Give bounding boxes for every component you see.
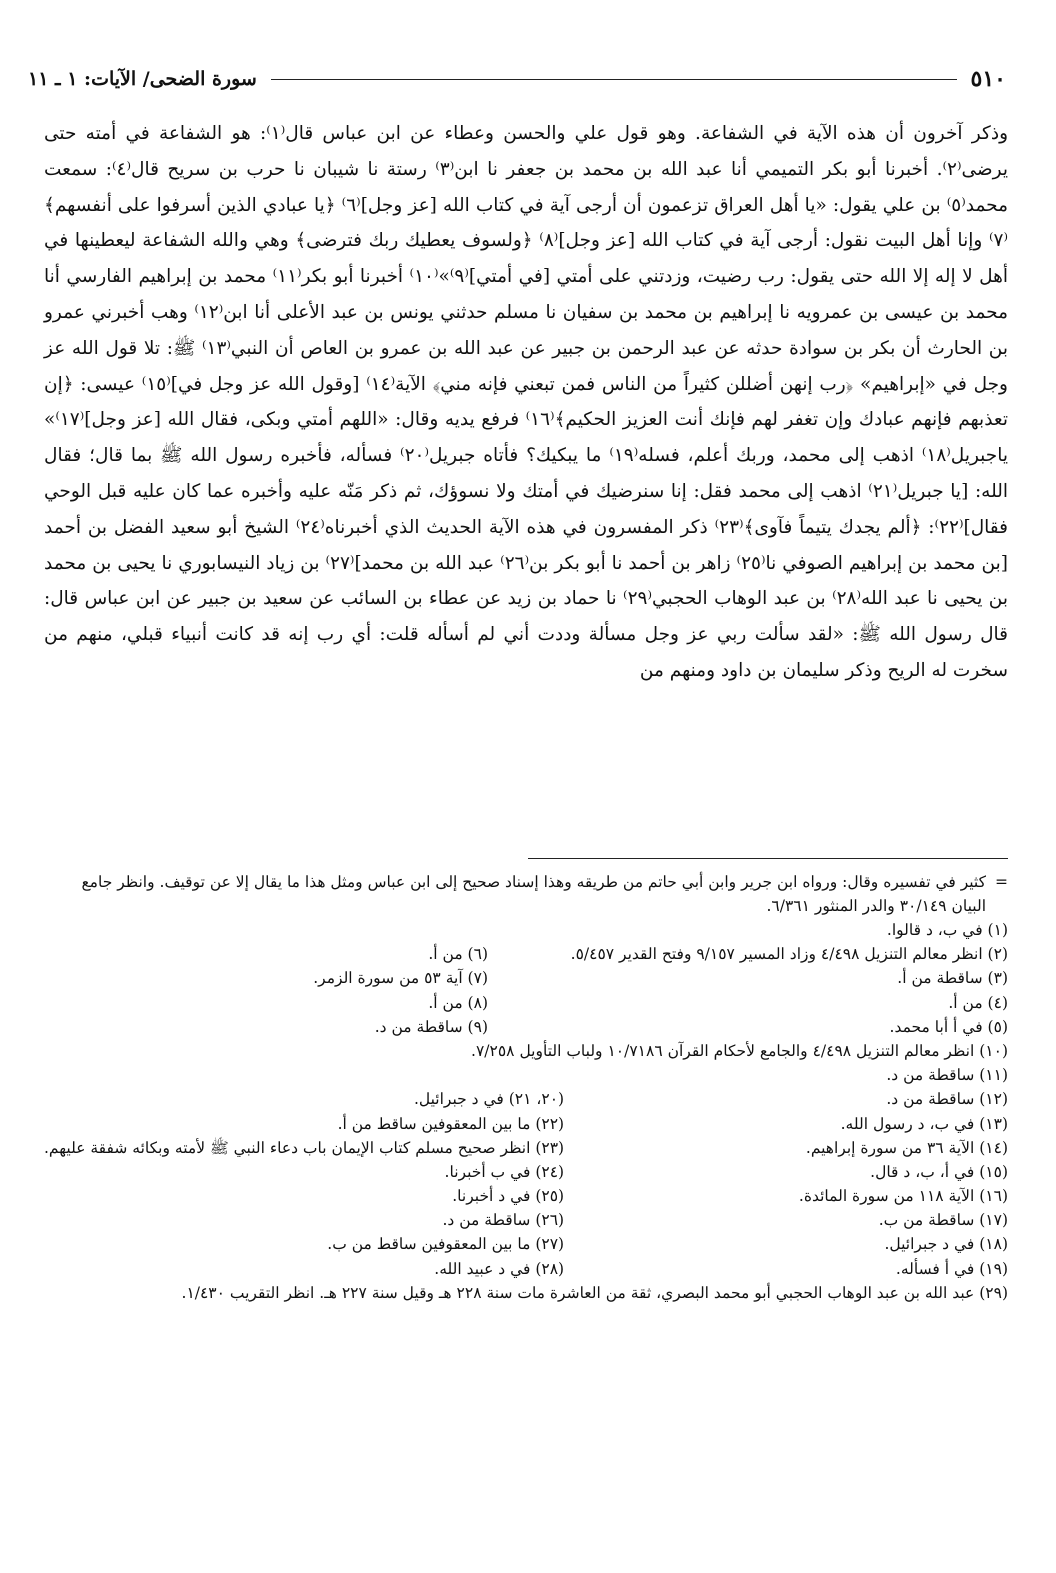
footnote-12: (١٢) ساقطة من د. [886,1090,1008,1109]
continuation-text: كثير في تفسيره وقال: ورواه ابن جرير وابن أبي حاتم من طريقه وهذا إسناد صحيح إلى ابن عباس ومثل هذا ما يقال إلا عن توقيف. وانظر جامع البيان ٣٠/١٤٩ والدر المنثور ٦/٣٦١. [81,873,986,915]
footnote-6: (٦) من أ. [428,945,488,964]
footnote-29: (٢٩) عبد الله بن عبد الوهاب الحجبي أبو محمد البصري، ثقة من العاشرة مات سنة ٢٢٨ هـ وقيل سنة ٢٢٧ هـ. انظر التقريب ١/٤٣٠. [181,1283,1008,1302]
main-paragraph: وذكر آخرون أن هذه الآية في الشفاعة. وهو قول علي والحسن وعطاء عن ابن عباس قال⁽١⁾: هو الشفاعة في أمته حتى يرضى⁽٢⁾. أخبرنا أبو بكر التميمي أنا عبد الله بن محمد بن جعفر نا ابن⁽٣⁾ رستة نا شيبان نا حرب بن سريح قال⁽٤⁾: سمعت محمد⁽٥⁾ بن علي يقول: «يا أهل العراق تزعمون أن أرجى آية في كتاب الله [عز وجل]⁽٦⁾ ﴿يا عبادي الذين أسرفوا على أنفسهم﴾⁽٧⁾ وإنا أهل البيت نقول: أرجى آية في كتاب الله [عز وجل]⁽٨⁾ ﴿ولسوف يعطيك ربك فترضى﴾ وهي والله الشفاعة ليعطينها في أهل لا إله إلا الله حتى يقول: رب رضيت، وزدتني على أمتي [في أمتي]⁽٩⁾»⁽١٠⁾ أخبرنا أبو بكر⁽١١⁾ محمد بن إبراهيم الفارسي أنا محمد بن عيسى بن عمرويه نا إبراهيم بن محمد بن سفيان نا مسلم حدثني يونس بن عبد الأعلى أنا ابن⁽١٢⁾ وهب أخبرني عمرو بن الحارث أن بكر بن سوادة حدثه عن عبد الرحمن بن جبير عن عبد الله بن عمرو بن العاص أن النبي⁽١٣⁾ ﷺ: تلا قول الله عز وجل في «إبراهيم» ﴿رب إنهن أضللن كثيراً من الناس فمن تبعني فإنه مني﴾ الآية⁽١٤⁾ [وقول الله عز وجل في]⁽١٥⁾ عيسى: ﴿إن تعذبهم فإنهم عبادك وإن تغفر لهم فإنك أنت العزيز الحكيم﴾⁽١٦⁾ فرفع يديه وقال: «اللهم أمتي وبكى، فقال الله [عز وجل]⁽١٧⁾» ياجبريل⁽١٨⁾ اذهب إلى محمد، وربك أعلم، فسله⁽١٩⁾ ما يبكيك؟ فأتاه جبريل⁽٢٠⁾ فسأله، فأخبره رسول الله ﷺ بما قال؛ فقال الله: [يا جبريل⁽٢١⁾ اذهب إلى محمد فقل: إنا سنرضيك في أمتك ولا نسوؤك، ثم ذكر مَنّه عليه وأخبره عما كان عليه قبل الوحي فقال]⁽٢٢⁾: ﴿ألم يجدك يتيماً فآوى﴾⁽٢٣⁾ ذكر المفسرون في هذه الآية الحديث الذي أخبرناه⁽٢٤⁾ الشيخ أبو سعيد الفضل بن أحمد [بن محمد بن إبراهيم الصوفي نا⁽٢٥⁾ زاهر بن أحمد نا أبو بكر بن⁽٢٦⁾ عبد الله بن محمد]⁽٢٧⁾ بن زياد النيسابوري نا يحيى بن محمد بن يحيى نا عبد الله⁽٢٨⁾ بن عبد الوهاب الحجبي⁽٢٩⁾ نا حماد بن زيد عن عطاء بن السائب عن سعيد بن جبير عن ابن عباس قال: قال رسول الله ﷺ: «لقد سألت ربي عز وجل مسألة وددت أني لم أسأله قلت: أي رب إنه قد كانت أنبياء قبلي، منهم من سخرت له الريح وذكر سليمان بن داود ومنهم من [44,123,1009,681]
footnote-separator [528,858,1008,859]
page-number: ٥١٠ [970,66,1006,92]
continuation-mark: = [995,873,1008,891]
footnote-17: (١٧) ساقطة من ب. [878,1211,1008,1230]
footnote-continuation [44,870,1008,918]
footnote-4: (٤) من أ. [948,993,1008,1012]
footnote-columns-2 [44,1087,1008,1281]
footnote-26: (٢٦) ساقطة من د. [442,1211,565,1230]
footnote-28: (٢٨) في د عبيد الله. [434,1259,565,1278]
running-title: سورة الضحى/ الآيات: ١ ـ ١١ [28,68,257,90]
footnote-1: (١) في ب، د قالوا. [886,921,1008,939]
footnote-18: (١٨) في د جبرائيل. [884,1235,1008,1254]
footnote-column-left-2 [44,1087,564,1281]
footnote-2: (٢) انظر معالم التنزيل ٤/٤٩٨ وزاد المسير ٩/١٥٧ وفتح القدير ٥/٤٥٧. [570,945,1008,964]
page-header [28,58,1006,100]
footnote-column-right-2 [564,1087,1008,1281]
footnote-20-21: (٢٠، ٢١) في د جبرائيل. [413,1090,565,1109]
footnote-24: (٢٤) في ب أخبرنا. [444,1162,565,1181]
footnote-13: (١٣) في ب، د رسول الله. [840,1114,1008,1133]
footnote-10: (١٠) انظر معالم التنزيل ٤/٤٩٨ والجامع لأحكام القرآن ١٠/٧١٨٦ ولباب التأويل ٧/٢٥٨. [471,1041,1008,1060]
footnote-14: (١٤) الآية ٣٦ من سورة إبراهيم. [805,1138,1008,1157]
footnote-19: (١٩) في أ فسأله. [895,1259,1008,1278]
header-rule [271,79,957,80]
footnote-5: (٥) في أ أبا محمد. [889,1017,1008,1036]
footnote-27: (٢٧) ما بين المعقوفين ساقط من ب. [327,1235,565,1254]
footnote-22: (٢٢) ما بين المعقوفين ساقط من أ. [337,1114,565,1133]
footnote-7: (٧) آية ٥٣ من سورة الزمر. [313,969,488,988]
footnote-11: (١١) ساقطة من د. [886,1066,1008,1085]
footnote-15: (١٥) في أ، ب، د قال. [870,1162,1008,1181]
footnote-9: (٩) ساقطة من د. [374,1017,488,1036]
footnote-8: (٨) من أ. [428,993,488,1012]
footnote-25: (٢٥) في د أخبرنا. [452,1187,565,1206]
footnote-16: (١٦) الآية ١١٨ من سورة المائدة. [798,1187,1008,1206]
footnotes [44,870,1008,1305]
footnote-column-right [488,966,1008,1039]
footnote-column-left [44,942,488,1039]
footnote-3: (٣) ساقطة من أ. [897,969,1008,988]
main-text [44,116,1008,689]
footnote-23: (٢٣) انظر صحيح مسلم كتاب الإيمان باب دعاء النبي ﷺ لأمته وبكائه شفقة عليهم. [44,1138,565,1157]
